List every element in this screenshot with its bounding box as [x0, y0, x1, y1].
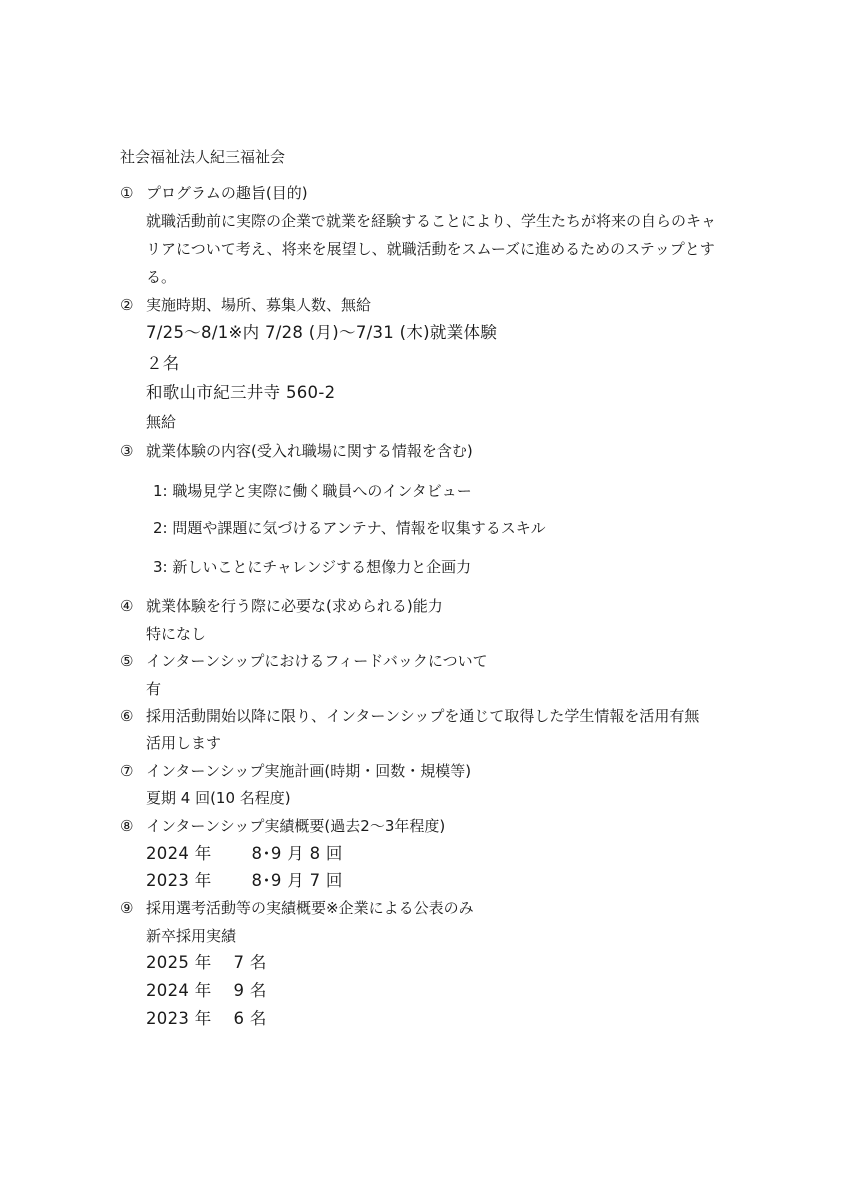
section-number-9: ⑨ [120, 899, 134, 917]
section-2-dates: 7/25～8/1※内 7/28 (月)～7/31 (木)就業体験 [146, 323, 498, 342]
section-8-record-2 [146, 871, 343, 891]
section-5-line-1: 有 [146, 680, 162, 698]
section-heading-4: 就業体験を行う際に必要な(求められる)能力 [146, 597, 443, 615]
section-number-1: ① [120, 184, 134, 202]
section-heading-3: 就業体験の内容(受入れ職場に関する情報を含む) [146, 442, 473, 460]
section-heading-6: 採用活動開始以降に限り、インターンシップを通じて取得した学生情報を活用有無 [146, 707, 700, 725]
section-7-line-1: 夏期 4 回(10 名程度) [146, 789, 291, 807]
record-value: 9 名 [233, 981, 267, 1000]
section-8-record-1 [146, 844, 343, 864]
record-value: 7 名 [233, 953, 267, 972]
record-value: 8･9 月 8 回 [251, 844, 343, 863]
section-4-line-1: 特になし [146, 625, 207, 643]
section-2-pay: 無給 [146, 413, 177, 431]
record-year: 2023 年 [146, 1009, 212, 1028]
section-9-record-3 [146, 1009, 267, 1029]
section-1-line-1: 就職活動前に実際の企業で就業を経験することにより、学生たちが将来の自らのキャ [146, 212, 717, 230]
section-3-item-3: 3: 新しいことにチャレンジする想像力と企画力 [153, 558, 472, 576]
record-value: 8･9 月 7 回 [251, 871, 343, 890]
section-3-item-2: 2: 問題や課題に気づけるアンテナ、情報を収集するスキル [153, 519, 546, 537]
section-number-3: ③ [120, 442, 134, 460]
section-heading-9: 採用選考活動等の実績概要※企業による公表のみ [146, 899, 474, 917]
section-heading-5: インターンシップにおけるフィードバックについて [146, 652, 488, 670]
section-1-line-2: リアについて考え、将来を展望し、就職活動をスムーズに進めるためのステップとす [146, 240, 715, 258]
section-number-4: ④ [120, 597, 134, 615]
record-year: 2025 年 [146, 953, 212, 972]
section-1-line-3: る。 [146, 268, 177, 286]
record-year: 2024 年 [146, 981, 212, 1000]
section-number-5: ⑤ [120, 652, 134, 670]
section-number-7: ⑦ [120, 762, 134, 780]
section-number-2: ② [120, 296, 134, 314]
section-number-6: ⑥ [120, 707, 134, 725]
record-value: 6 名 [233, 1009, 267, 1028]
section-3-item-1: 1: 職場見学と実際に働く職員へのインタビュー [153, 482, 472, 500]
section-number-8: ⑧ [120, 817, 134, 835]
section-heading-2: 実施時期、場所、募集人数、無給 [146, 296, 372, 314]
section-9-record-1 [146, 953, 267, 973]
organization-name: 社会福祉法人紀三福祉会 [120, 148, 286, 166]
section-9-subheading: 新卒採用実績 [146, 927, 237, 945]
section-2-count: ２名 [146, 354, 180, 373]
section-6-line-1: 活用します [146, 734, 222, 752]
section-heading-8: インターンシップ実績概要(過去2～3年程度) [146, 817, 446, 835]
section-2-location: 和歌山市紀三井寺 560-2 [146, 383, 336, 402]
section-9-record-2 [146, 981, 267, 1001]
record-year: 2023 年 [146, 871, 212, 890]
section-heading-1: プログラムの趣旨(目的) [146, 184, 308, 202]
record-year: 2024 年 [146, 844, 212, 863]
section-heading-7: インターンシップ実施計画(時期・回数・規模等) [146, 762, 472, 780]
